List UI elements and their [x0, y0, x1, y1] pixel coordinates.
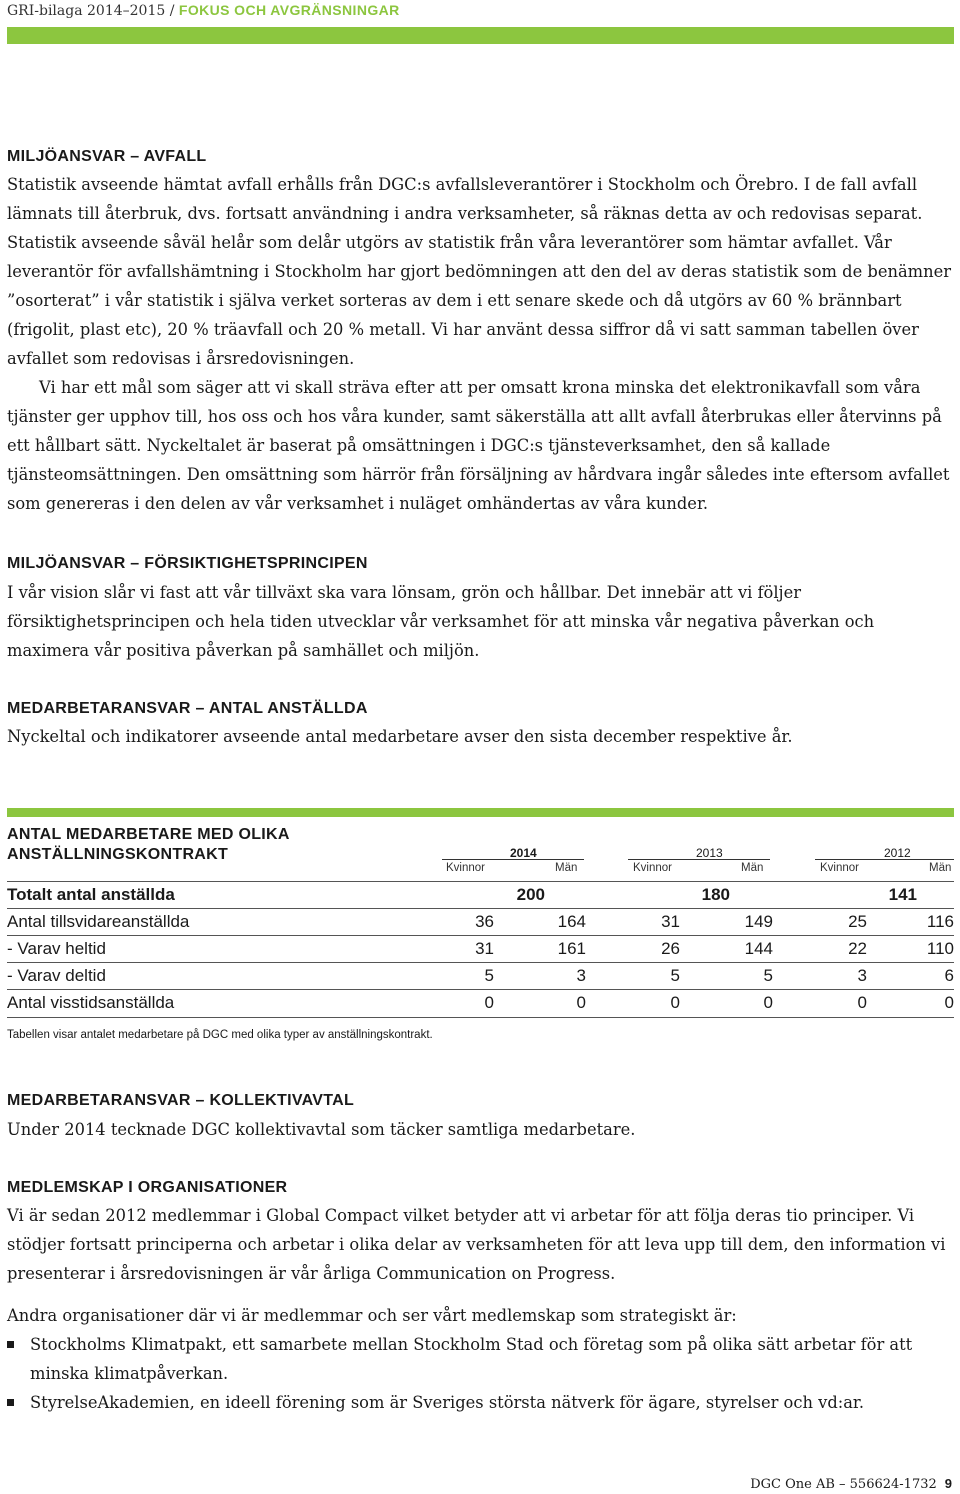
cell-value: 36 — [475, 912, 494, 931]
cell-value: 0 — [484, 993, 494, 1012]
row-label: Antal visstidsanställda — [7, 993, 175, 1012]
cell-value: 164 — [557, 912, 586, 931]
year-2012: 2012 — [884, 846, 911, 860]
page-number: 9 — [944, 1476, 952, 1491]
sub-kvinnor-2014: Kvinnor — [446, 862, 485, 874]
cell-value: 31 — [661, 912, 680, 931]
section-forsiktighet — [7, 555, 952, 665]
table-row — [7, 935, 954, 962]
year-2014: 2014 — [510, 846, 537, 860]
heading-medlemskap: MEDLEMSKAP I ORGANISATIONER — [7, 1179, 288, 1196]
cell-value: 26 — [661, 939, 680, 958]
section-kollektivavtal — [7, 1092, 952, 1144]
heading-antal-anstallda: MEDARBETARANSVAR – ANTAL ANSTÄLLDA — [7, 700, 368, 717]
page-footer — [750, 1476, 952, 1492]
heading-kollektivavtal: MEDARBETARANSVAR – KOLLEKTIVAVTAL — [7, 1092, 355, 1109]
year-underline-2014 — [442, 859, 584, 860]
table-row — [7, 962, 954, 989]
list-item — [7, 1330, 952, 1388]
page-header — [7, 2, 400, 19]
cell-value: 110 — [926, 939, 954, 958]
total-2014: 200 — [516, 885, 545, 904]
table-title: ANTAL MEDARBETARE MED OLIKA ANSTÄLLNINGSKONTRAKT — [7, 826, 290, 863]
row-label: Totalt antal anställda — [7, 885, 175, 904]
cell-value: 0 — [576, 993, 586, 1012]
table-green-bar — [7, 808, 954, 817]
year-2013: 2013 — [696, 846, 723, 860]
total-2013: 180 — [701, 885, 730, 904]
section-avfall — [7, 148, 952, 518]
cell-value: 116 — [926, 912, 954, 931]
section-antal-anstallda — [7, 700, 952, 751]
table-row-totalt — [7, 881, 954, 908]
list-item-text: Stockholms Klimatpakt, ett samarbete mellan Stockholm Stad och företag som på olika sätt arbetar för att minska klimatpåverkan. — [30, 1335, 913, 1383]
list-item-text: StyrelseAkademien, en ideell förening som är Sveriges största nätverk för ägare, styrelser och vd:ar. — [30, 1393, 865, 1412]
forsiktighet-paragraph: I vår vision slår vi fast att vår tillväxt ska vara lönsam, grön och hållbar. Det innebär att vi följer försiktighetsprincipen och hela tiden utvecklar vår verksamhet för att minska vår negativa påverkan och maximera vår positiva påverkan på samhället och miljön. — [7, 583, 875, 660]
row-label: - Varav deltid — [7, 966, 106, 985]
header-green-bar — [7, 27, 954, 44]
bullet-icon — [7, 1341, 14, 1348]
cell-value: 0 — [763, 993, 773, 1012]
table-note: Tabellen visar antalet medarbetare på DGC med olika typer av anställningskontrakt. — [7, 1029, 433, 1041]
cell-value: 6 — [944, 966, 954, 985]
footer-company: DGC One AB – 556624-1732 — [750, 1477, 937, 1492]
avfall-paragraph-2: Vi har ett mål som säger att vi skall sträva efter att per omsatt krona minska det elektronikavfall som våra tjänster ger upphov till, hos oss och hos våra kunder, samt säkerställa att allt avfall återbrukas eller återvinns på ett hållbart sätt. Nyckeltalet är baserat på omsättningen i DGC:s tjänsteverksamhet, den så kallade tjänsteomsättningen. Den omsättning som härrör från försäljning av hårdvara ingår således inte eftersom avfallet som genereras i den delen av vår verksamhet i nuläget omhändertas av våra kunder. — [7, 378, 950, 513]
cell-value: 161 — [557, 939, 586, 958]
cell-value: 149 — [744, 912, 773, 931]
sub-kvinnor-2012: Kvinnor — [820, 862, 859, 874]
cell-value: 0 — [670, 993, 680, 1012]
header-doc-title: GRI-bilaga 2014–2015 / — [7, 3, 175, 19]
sub-man-2012: Män — [929, 862, 952, 874]
total-2012: 141 — [888, 885, 917, 904]
antal-paragraph: Nyckeltal och indikatorer avseende antal medarbetare avser den sista december respektive år. — [7, 727, 793, 746]
sub-kvinnor-2013: Kvinnor — [633, 862, 672, 874]
bullet-icon — [7, 1399, 14, 1406]
cell-value: 0 — [944, 993, 954, 1012]
heading-avfall: MILJÖANSVAR – AVFALL — [7, 148, 207, 165]
cell-value: 25 — [848, 912, 867, 931]
table-row — [7, 989, 954, 1016]
sub-man-2013: Män — [741, 862, 764, 874]
cell-value: 31 — [475, 939, 494, 958]
row-label: Antal tillsvidareanställda — [7, 912, 190, 931]
row-label: - Varav heltid — [7, 939, 106, 958]
table-row — [7, 908, 954, 935]
section-medlemskap — [7, 1179, 952, 1417]
cell-value: 5 — [670, 966, 680, 985]
year-underline-2013 — [628, 859, 770, 860]
medlemskap-paragraph-2: Andra organisationer där vi är medlemmar och ser vårt medlemskap som strategiskt är: — [7, 1306, 737, 1325]
cell-value: 5 — [763, 966, 773, 985]
heading-forsiktighet: MILJÖANSVAR – FÖRSIKTIGHETSPRINCIPEN — [7, 555, 368, 572]
cell-value: 144 — [744, 939, 773, 958]
header-section: FOKUS OCH AVGRÄNSNINGAR — [178, 2, 400, 18]
cell-value: 0 — [857, 993, 867, 1012]
organisation-list — [7, 1330, 952, 1417]
sub-man-2014: Män — [555, 862, 578, 874]
medlemskap-paragraph-1: Vi är sedan 2012 medlemmar i Global Compact vilket betyder att vi arbetar för att följa deras tio principer. Vi stödjer fortsatt principerna och arbetar i olika delar av verksamheten för att leva upp till dem, den information vi presenterar i årsredovisningen är vår årliga Communication on Progress. — [7, 1206, 946, 1283]
cell-value: 22 — [848, 939, 867, 958]
list-item — [7, 1388, 952, 1417]
avfall-paragraph-1: Statistik avseende hämtat avfall erhålls från DGC:s avfallsleverantörer i Stockholm och Örebro. I de fall avfall lämnats till återbruk, dvs. fortsatt användning i andra verksamheter, så räknas detta av och redovisas separat. Statistik avseende såväl helår som delår utgörs av statistik från våra leverantörer som hämtar avfallet. Vår leverantör för avfallshämtning i Stockholm har gjort bedömningen att den del av deras statistik som de benämner ”osorterat” i vår statistik i själva verket sorteras av dem i ett senare skede och då utgörs av 60 % brännbart (frigolit, plast etc), 20 % träavfall och 20 % metall. Vi har använt dessa siffror då vi satt samman tabellen över avfallet som redovisas i årsredovisningen. — [7, 175, 951, 368]
table-rule — [7, 1017, 954, 1018]
kollektiv-paragraph: Under 2014 tecknade DGC kollektivavtal som täcker samtliga medarbetare. — [7, 1120, 636, 1139]
cell-value: 3 — [857, 966, 867, 985]
cell-value: 3 — [576, 966, 586, 985]
year-underline-2012 — [815, 859, 954, 860]
cell-value: 5 — [484, 966, 494, 985]
